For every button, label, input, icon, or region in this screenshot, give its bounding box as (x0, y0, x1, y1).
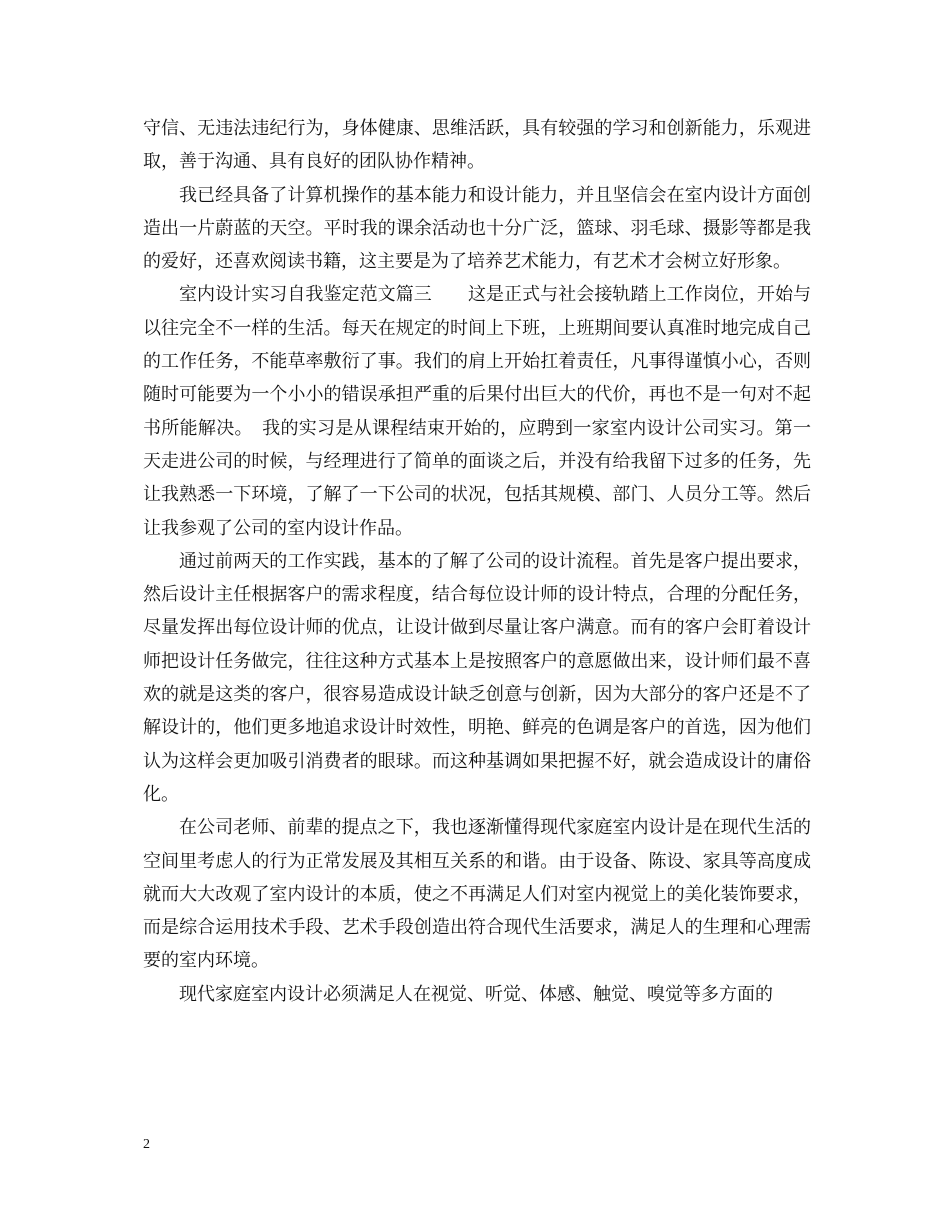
paragraph-3: 室内设计实习自我鉴定范文篇三 这是正式与社会接轨踏上工作岗位，开始与以往完全不一样的生活。每天在规定的时间上下班，上班期间要认真准时地完成自己的工作任务，不能草率敷衍了事。我们的肩上开始扛着责任，凡事得谨慎小心，否则随时可能要为一个小小的错误承担严重的后果付出巨大的代价，再也不是一句对不起书所能解决。 我的实习是从课程结束开始的，应聘到一家室内设计公司实习。第一天走进公司的时候，与经理进行了简单的面谈之后，并没有给我留下过多的任务，先让我熟悉一下环境，了解了一下公司的状况，包括其规模、部门、人员分工等。然后让我参观了公司的室内设计作品。 (143, 284, 811, 539)
page-number: 2 (143, 1137, 150, 1152)
paragraph-1: 守信、无违法违纪行为，身体健康、思维活跃，具有较强的学习和创新能力，乐观进取，善于沟通、具有良好的团队协作精神。 (143, 118, 811, 173)
paragraph-4: 通过前两天的工作实践，基本的了解了公司的设计流程。首先是客户提出要求，然后设计主任根据客户的需求程度，结合每位设计师的设计特点，合理的分配任务，尽量发挥出每位设计师的优点，让设计做到尽量让客户满意。而有的客户会盯着设计师把设计任务做完，往往这种方式基本上是按照客户的意愿做出来，设计师们最不喜欢的就是这类的客户，很容易造成设计缺乏创意与创新，因为大部分的客户还是不了解设计的，他们更多地追求设计时效性，明艳、鲜亮的色调是客户的首选，因为他们认为这样会更加吸引消费者的眼球。而这种基调如果把握不好，就会造成设计的庸俗化。 (143, 550, 811, 805)
paragraph-2: 我已经具备了计算机操作的基本能力和设计能力，并且坚信会在室内设计方面创造出一片蔚蓝的天空。平时我的课余活动也十分广泛，篮球、羽毛球、摄影等都是我的爱好，还喜欢阅读书籍，这主要是为了培养艺术能力，有艺术才会树立好形象。 (143, 184, 811, 273)
paragraph-5: 在公司老师、前辈的提点之下，我也逐渐懂得现代家庭室内设计是在现代生活的空间里考虑人的行为正常发展及其相互关系的和谐。由于设备、陈设、家具等高度成就而大大改观了室内设计的本质，使之不再满足人们对室内视觉上的美化装饰要求，而是综合运用技术手段、艺术手段创造出符合现代生活要求，满足人的生理和心理需要的室内环境。 (143, 817, 811, 972)
paragraph-6: 现代家庭室内设计必须满足人在视觉、听觉、体感、触觉、嗅觉等多方面的 (179, 983, 773, 1005)
body-text (143, 112, 811, 1011)
